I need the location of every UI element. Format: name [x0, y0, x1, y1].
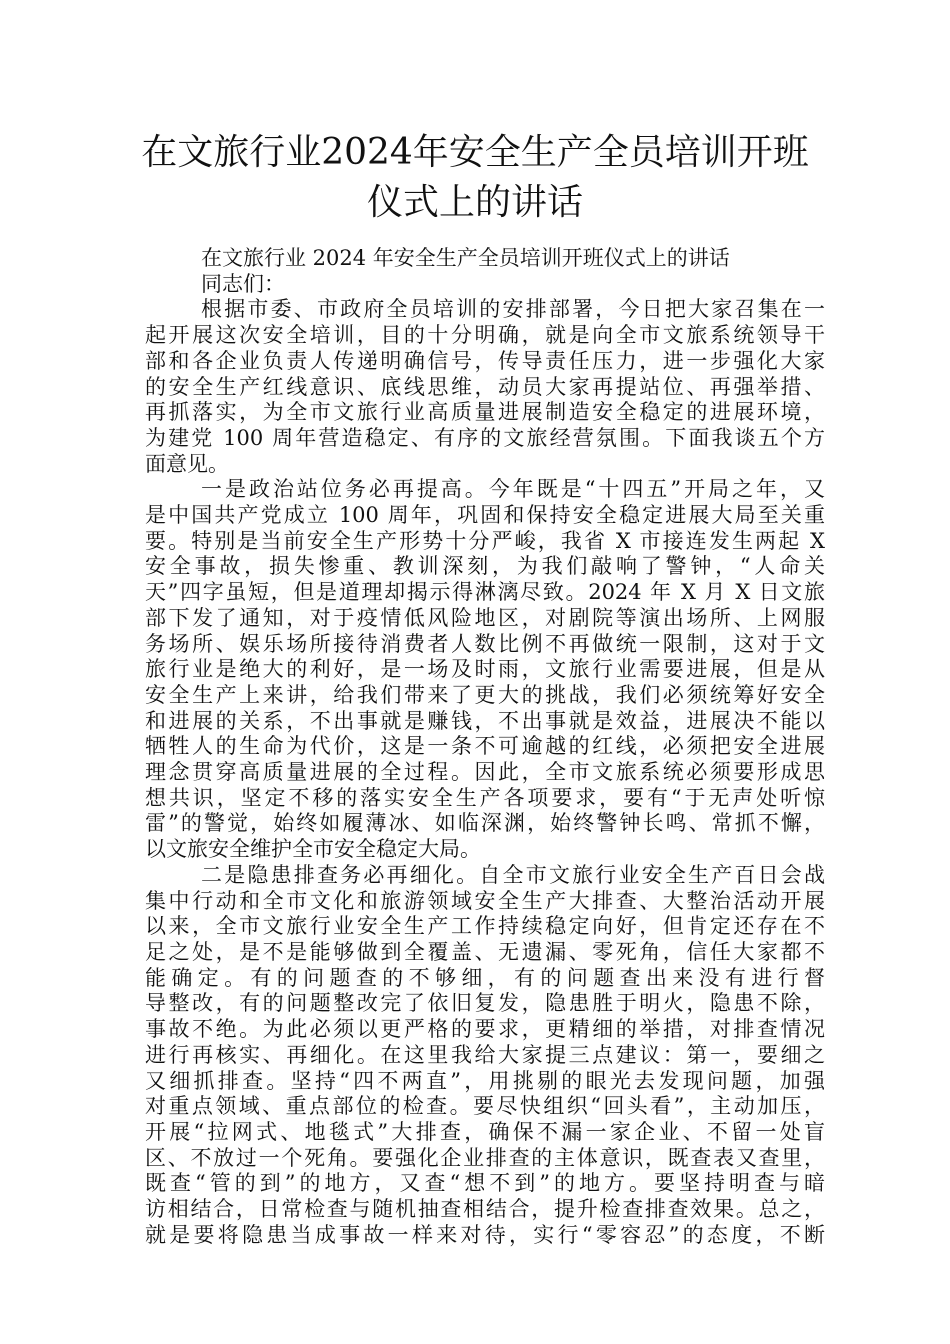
text-line: 区、不放过一个死角。要强化企业排查的主体意识，既查表又查里，	[145, 1145, 825, 1170]
text-line: 理念贯穿高质量进展的全过程。因此，全市文旅系统必须要形成思	[145, 760, 825, 785]
text-line: 和进展的关系，不出事就是赚钱，不出事就是效益，进展决不能以	[145, 708, 825, 733]
title-line: 仪式上的讲话	[366, 182, 583, 223]
text-line: 务场所、娱乐场所接待消费者人数比例不再做统一限制，这对于文	[145, 631, 825, 656]
text-line: 旅行业是绝大的利好，是一场及时雨，文旅行业需要进展，但是从	[145, 657, 825, 682]
text-line: 又细抓排查。坚持“四不两直”，用挑剔的眼光去发现问题，加强	[145, 1068, 825, 1093]
text-line: 集中行动和全市文化和旅游领域安全生产大排查、大整治活动开展	[145, 888, 825, 913]
text-line: 要。特别是当前安全生产形势十分严峻，我省 X 市接连发生两起 X	[145, 528, 825, 553]
text-line: 导整改，有的问题整改完了依旧复发，隐患胜于明火，隐患不除，	[145, 991, 825, 1016]
document-title	[120, 128, 830, 228]
title-line: 在文旅行业2024年安全生产全员培训开班	[141, 132, 809, 173]
text-line: 一是政治站位务必再提高。今年既是“十四五”开局之年，又	[201, 477, 825, 502]
text-line: 是中国共产党成立 100 周年，巩固和保持安全稳定进展大局至关重	[145, 503, 825, 528]
text-line: 就是要将隐患当成事故一样来对待，实行“零容忍”的态度，不断	[145, 1222, 825, 1247]
text-line: 牺牲人的生命为代价，这是一条不可逾越的红线，必须把安全进展	[145, 734, 825, 759]
text-line: 天”四字虽短，但是道理却揭示得淋漓尽致。2024 年 X 月 X 日文旅	[145, 580, 825, 605]
text-line: 能确定。有的问题查的不够细，有的问题查出来没有进行督	[145, 965, 825, 990]
text-line: 事故不绝。为此必须以更严格的要求，更精细的举措，对排查情况	[145, 1017, 825, 1042]
text-line: 再抓落实，为全市文旅行业高质量进展制造安全稳定的进展环境，	[145, 400, 825, 425]
text-line: 想共识，坚定不移的落实安全生产各项要求，要有“于无声处听惊	[145, 785, 825, 810]
text-line: 安全生产上来讲，给我们带来了更大的挑战，我们必须统筹好安全	[145, 682, 825, 707]
text-line: 二是隐患排查务必再细化。自全市文旅行业安全生产百日会战	[201, 862, 825, 887]
text-line: 在文旅行业 2024 年安全生产全员培训开班仪式上的讲话	[201, 246, 730, 270]
text-line: 以文旅安全维护全市安全稳定大局。	[145, 837, 481, 862]
text-line: 进行再核实、再细化。在这里我给大家提三点建议：第一，要细之	[145, 1042, 825, 1067]
text-line: 部和各企业负责人传递明确信号，传导责任压力，进一步强化大家	[145, 348, 825, 373]
text-line: 为建党 100 周年营造稳定、有序的文旅经营氛围。下面我谈五个方	[145, 425, 825, 450]
text-line: 起开展这次安全培训，目的十分明确，就是向全市文旅系统领导干	[145, 323, 825, 348]
text-line: 面意见。	[145, 451, 229, 476]
text-line: 访相结合，日常检查与随机抽查相结合，提升检查排查效果。总之，	[145, 1197, 825, 1222]
document-body	[145, 246, 825, 1248]
text-line: 足之处，是不是能够做到全覆盖、无遗漏、零死角，信任大家都不	[145, 939, 825, 964]
text-line: 对重点领域、重点部位的检查。要尽快组织“回头看”，主动加压，	[145, 1094, 825, 1119]
text-line: 开展“拉网式、地毯式”大排查，确保不漏一家企业、不留一处盲	[145, 1119, 825, 1144]
text-line: 同志们：	[201, 271, 285, 296]
text-line: 部下发了通知，对于疫情低风险地区，对剧院等演出场所、上网服	[145, 605, 825, 630]
text-line: 雷”的警觉，始终如履薄冰、如临深渊，始终警钟长鸣、常抓不懈，	[145, 811, 825, 836]
text-line: 根据市委、市政府全员培训的安排部署，今日把大家召集在一	[201, 297, 825, 322]
text-line: 既查“管的到”的地方，又查“想不到”的地方。要坚持明查与暗	[145, 1171, 825, 1196]
text-line: 以来，全市文旅行业安全生产工作持续稳定向好，但肯定还存在不	[145, 914, 825, 939]
text-line: 安全事故，损失惨重、教训深刻，为我们敲响了警钟，“人命关	[145, 554, 825, 579]
text-line: 的安全生产红线意识、底线思维，动员大家再提站位、再强举措、	[145, 374, 825, 399]
